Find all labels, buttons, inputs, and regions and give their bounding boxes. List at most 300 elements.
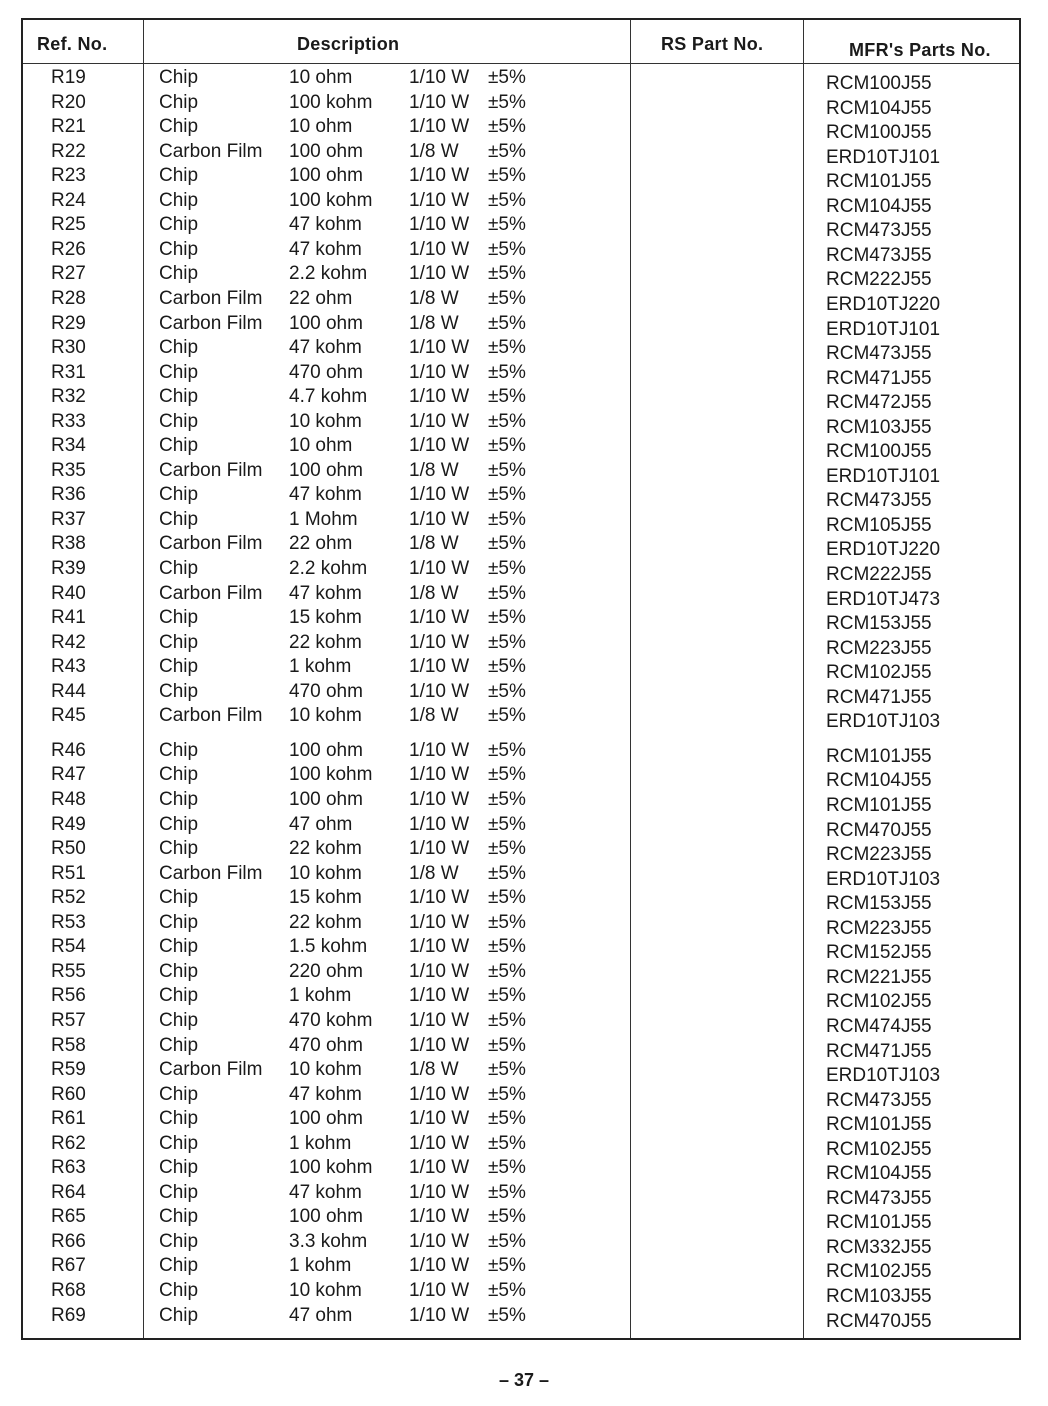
resistance-value: 100 kohm: [289, 1157, 373, 1179]
description-type: Carbon Film: [159, 140, 263, 162]
wattage: 1/10 W: [409, 1132, 470, 1154]
header-description: Description: [297, 34, 400, 54]
resistance-value: 10 kohm: [289, 1059, 362, 1080]
mfr-part-no: RCM104J55: [826, 1163, 932, 1185]
mfr-part-no: RCM223J55: [826, 917, 932, 939]
tolerance: ±5%: [488, 238, 526, 260]
mfr-part-no: ERD10TJ103: [826, 711, 941, 733]
ref-no: R35: [51, 459, 86, 481]
tolerance: ±5%: [488, 337, 526, 359]
mfr-part-no: ERD10TJ220: [826, 294, 941, 315]
table-row: [23, 862, 1019, 890]
tolerance: ±5%: [488, 705, 526, 727]
ref-no: R45: [51, 705, 86, 727]
wattage: 1/10 W: [409, 263, 470, 285]
table-row: [23, 459, 1019, 487]
tolerance: ±5%: [488, 985, 526, 1007]
tolerance: ±5%: [488, 1230, 526, 1252]
mfr-part-no: RCM105J55: [826, 514, 932, 536]
resistance-value: 1 kohm: [289, 1132, 352, 1154]
ref-no: R38: [51, 533, 86, 555]
tolerance: ±5%: [488, 656, 526, 678]
wattage: 1/10 W: [409, 67, 470, 88]
mfr-part-no: ERD10TJ473: [826, 588, 941, 610]
resistance-value: 470 ohm: [289, 361, 363, 383]
table-row: [23, 911, 1019, 939]
tolerance: ±5%: [488, 508, 526, 530]
ref-no: R47: [51, 764, 86, 786]
description-type: Chip: [159, 116, 199, 138]
wattage: 1/10 W: [409, 764, 470, 786]
description-type: Carbon Film: [159, 459, 263, 481]
mfr-part-no: RCM100J55: [826, 441, 932, 463]
ref-no: R28: [51, 288, 86, 309]
wattage: 1/10 W: [409, 631, 470, 653]
table-row: [23, 262, 1019, 291]
mfr-part-no: ERD10TJ103: [826, 868, 941, 890]
description-type: Chip: [159, 361, 199, 383]
table-row: [23, 960, 1019, 988]
description-type: Chip: [159, 1108, 199, 1130]
resistance-value: 10 kohm: [289, 705, 362, 727]
table-row: [23, 1034, 1019, 1062]
resistance-value: 100 ohm: [289, 1108, 363, 1130]
resistance-value: 4.7 kohm: [289, 386, 368, 408]
mfr-part-no: ERD10TJ101: [826, 318, 941, 340]
description-type: Chip: [159, 1255, 199, 1277]
table-row: [23, 655, 1019, 684]
mfr-part-no: ERD10TJ101: [826, 146, 941, 168]
table-row: [23, 1009, 1019, 1037]
resistance-value: 100 ohm: [289, 165, 363, 187]
ref-no: R23: [51, 165, 86, 187]
wattage: 1/10 W: [409, 1083, 470, 1105]
wattage: 1/10 W: [409, 911, 470, 933]
table-row: [23, 984, 1019, 1013]
tolerance: ±5%: [488, 558, 526, 579]
resistance-value: 3.3 kohm: [289, 1230, 368, 1252]
table-row: [23, 704, 1019, 733]
description-type: Chip: [159, 656, 199, 678]
mfr-part-no: RCM104J55: [826, 97, 932, 119]
description-type: Carbon Film: [159, 288, 263, 309]
tolerance: ±5%: [488, 459, 526, 481]
table-row: [23, 1083, 1019, 1111]
table-row: [23, 631, 1019, 659]
ref-no: R46: [51, 739, 86, 761]
wattage: 1/8 W: [409, 582, 459, 604]
wattage: 1/10 W: [409, 739, 470, 761]
wattage: 1/10 W: [409, 238, 470, 260]
header-mfr-parts-no: MFR's Parts No.: [849, 40, 991, 60]
resistance-value: 100 ohm: [289, 1206, 363, 1228]
table-row: [23, 164, 1019, 193]
tolerance: ±5%: [488, 386, 526, 408]
ref-no: R60: [51, 1083, 86, 1105]
resistance-value: 470 kohm: [289, 1009, 373, 1031]
wattage: 1/10 W: [409, 680, 470, 702]
resistance-value: 220 ohm: [289, 960, 363, 982]
parts-table: [21, 18, 1021, 1340]
ref-no: R25: [51, 214, 86, 236]
tolerance: ±5%: [488, 140, 526, 162]
mfr-part-no: RCM471J55: [826, 686, 932, 708]
table-row: [23, 66, 1019, 94]
ref-no: R24: [51, 189, 86, 211]
table-row: [23, 238, 1019, 266]
table-row: [23, 788, 1019, 816]
resistance-value: 1.5 kohm: [289, 936, 368, 958]
tolerance: ±5%: [488, 263, 526, 285]
table-row: [23, 140, 1019, 168]
table-row: [23, 361, 1019, 389]
wattage: 1/8 W: [409, 533, 459, 555]
mfr-part-no: RCM101J55: [826, 795, 932, 816]
wattage: 1/8 W: [409, 705, 459, 727]
ref-no: R63: [51, 1157, 86, 1179]
description-type: Chip: [159, 1181, 199, 1203]
wattage: 1/10 W: [409, 1009, 470, 1031]
table-row: [23, 336, 1019, 365]
ref-no: R34: [51, 435, 86, 457]
wattage: 1/10 W: [409, 1034, 470, 1056]
wattage: 1/10 W: [409, 189, 470, 211]
resistance-value: 22 ohm: [289, 533, 353, 555]
tolerance: ±5%: [488, 484, 526, 506]
description-type: Chip: [159, 1280, 199, 1301]
ref-no: R26: [51, 238, 86, 260]
table-row: [23, 739, 1019, 767]
header-divider: [23, 63, 1019, 64]
table-row: [23, 582, 1019, 610]
table-row: [23, 1132, 1019, 1160]
wattage: 1/8 W: [409, 459, 459, 481]
mfr-part-no: RCM474J55: [826, 1015, 932, 1037]
table-row: [23, 1205, 1019, 1234]
tolerance: ±5%: [488, 960, 526, 982]
resistance-value: 1 kohm: [289, 1255, 352, 1277]
resistance-value: 1 Mohm: [289, 508, 358, 530]
resistance-value: 47 kohm: [289, 1083, 362, 1105]
mfr-part-no: RCM102J55: [826, 662, 932, 684]
tolerance: ±5%: [488, 680, 526, 702]
resistance-value: 100 ohm: [289, 312, 363, 334]
tolerance: ±5%: [488, 1280, 526, 1301]
description-type: Chip: [159, 238, 199, 260]
wattage: 1/10 W: [409, 607, 470, 629]
resistance-value: 100 ohm: [289, 459, 363, 481]
ref-no: R52: [51, 887, 86, 909]
ref-no: R51: [51, 862, 86, 884]
ref-no: R29: [51, 312, 86, 334]
ref-no: R27: [51, 263, 86, 285]
wattage: 1/10 W: [409, 985, 470, 1007]
mfr-part-no: RCM332J55: [826, 1236, 932, 1258]
description-type: Carbon Film: [159, 582, 263, 604]
ref-no: R37: [51, 508, 86, 530]
tolerance: ±5%: [488, 764, 526, 786]
wattage: 1/8 W: [409, 140, 459, 162]
ref-no: R61: [51, 1108, 86, 1130]
ref-no: R56: [51, 985, 86, 1007]
table-row: [23, 1181, 1019, 1209]
mfr-part-no: RCM103J55: [826, 1286, 932, 1307]
mfr-part-no: RCM473J55: [826, 343, 932, 365]
ref-no: R55: [51, 960, 86, 982]
tolerance: ±5%: [488, 789, 526, 810]
description-type: Chip: [159, 911, 199, 933]
wattage: 1/10 W: [409, 1206, 470, 1228]
resistance-value: 10 ohm: [289, 116, 353, 138]
resistance-value: 1 kohm: [289, 985, 352, 1007]
ref-no: R69: [51, 1304, 86, 1326]
table-row: [23, 1230, 1019, 1258]
description-type: Chip: [159, 838, 199, 860]
description-type: Chip: [159, 764, 199, 786]
description-type: Chip: [159, 1009, 199, 1031]
description-type: Chip: [159, 91, 199, 113]
wattage: 1/8 W: [409, 1059, 459, 1080]
mfr-part-no: RCM101J55: [826, 1114, 932, 1136]
description-type: Chip: [159, 887, 199, 909]
tolerance: ±5%: [488, 1059, 526, 1080]
mfr-part-no: RCM104J55: [826, 195, 932, 217]
tolerance: ±5%: [488, 1034, 526, 1056]
resistance-value: 100 ohm: [289, 739, 363, 761]
mfr-part-no: RCM222J55: [826, 564, 932, 585]
description-type: Chip: [159, 1132, 199, 1154]
wattage: 1/10 W: [409, 1230, 470, 1252]
mfr-part-no: RCM101J55: [826, 1212, 932, 1234]
ref-no: R50: [51, 838, 86, 860]
table-row: [23, 1254, 1019, 1283]
table-row: [23, 410, 1019, 438]
wattage: 1/10 W: [409, 165, 470, 187]
tolerance: ±5%: [488, 1132, 526, 1154]
table-row: [23, 115, 1019, 144]
tolerance: ±5%: [488, 214, 526, 236]
table-row: [23, 213, 1019, 242]
wattage: 1/10 W: [409, 656, 470, 678]
ref-no: R64: [51, 1181, 86, 1203]
wattage: 1/10 W: [409, 838, 470, 860]
tolerance: ±5%: [488, 936, 526, 958]
mfr-part-no: RCM473J55: [826, 220, 932, 242]
ref-no: R20: [51, 91, 86, 113]
mfr-part-no: RCM473J55: [826, 244, 932, 266]
description-type: Chip: [159, 386, 199, 408]
mfr-part-no: RCM153J55: [826, 613, 932, 635]
resistance-value: 10 ohm: [289, 67, 353, 88]
ref-no: R59: [51, 1059, 86, 1080]
ref-no: R54: [51, 936, 86, 958]
mfr-part-no: RCM103J55: [826, 416, 932, 438]
ref-no: R67: [51, 1255, 86, 1277]
description-type: Chip: [159, 1206, 199, 1228]
description-type: Chip: [159, 337, 199, 359]
page-number: – 37 –: [498, 1370, 550, 1390]
tolerance: ±5%: [488, 1255, 526, 1277]
tolerance: ±5%: [488, 288, 526, 309]
wattage: 1/10 W: [409, 1108, 470, 1130]
tolerance: ±5%: [488, 533, 526, 555]
table-row: [23, 508, 1019, 536]
description-type: Chip: [159, 985, 199, 1007]
description-type: Chip: [159, 558, 199, 579]
ref-no: R65: [51, 1206, 86, 1228]
mfr-part-no: RCM100J55: [826, 122, 932, 144]
description-type: Chip: [159, 67, 199, 88]
tolerance: ±5%: [488, 862, 526, 884]
wattage: 1/10 W: [409, 508, 470, 530]
wattage: 1/10 W: [409, 91, 470, 113]
tolerance: ±5%: [488, 582, 526, 604]
header-ref-no: Ref. No.: [37, 34, 108, 54]
ref-no: R48: [51, 789, 86, 810]
mfr-part-no: RCM222J55: [826, 269, 932, 291]
tolerance: ±5%: [488, 631, 526, 653]
ref-no: R39: [51, 558, 86, 579]
description-type: Chip: [159, 739, 199, 761]
wattage: 1/8 W: [409, 862, 459, 884]
tolerance: ±5%: [488, 410, 526, 432]
table-row: [23, 1107, 1019, 1136]
description-type: Chip: [159, 1083, 199, 1105]
tolerance: ±5%: [488, 607, 526, 629]
ref-no: R49: [51, 813, 86, 835]
description-type: Chip: [159, 1304, 199, 1326]
tolerance: ±5%: [488, 1181, 526, 1203]
table-row: [23, 837, 1019, 866]
table-row: [23, 813, 1019, 841]
wattage: 1/10 W: [409, 386, 470, 408]
ref-no: R40: [51, 582, 86, 604]
description-type: Chip: [159, 936, 199, 958]
resistance-value: 15 kohm: [289, 607, 362, 629]
resistance-value: 1 kohm: [289, 656, 352, 678]
description-type: Chip: [159, 1034, 199, 1056]
ref-no: R42: [51, 631, 86, 653]
description-type: Chip: [159, 960, 199, 982]
tolerance: ±5%: [488, 887, 526, 909]
wattage: 1/10 W: [409, 116, 470, 138]
tolerance: ±5%: [488, 91, 526, 113]
mfr-part-no: RCM473J55: [826, 490, 932, 512]
description-type: Carbon Film: [159, 705, 263, 727]
wattage: 1/10 W: [409, 1280, 470, 1301]
resistance-value: 2.2 kohm: [289, 558, 368, 579]
mfr-part-no: ERD10TJ101: [826, 465, 941, 487]
tolerance: ±5%: [488, 116, 526, 138]
description-type: Carbon Film: [159, 312, 263, 334]
table-row: [23, 935, 1019, 964]
resistance-value: 22 kohm: [289, 911, 362, 933]
ref-no: R36: [51, 484, 86, 506]
table-row: [23, 1058, 1019, 1086]
table-row: [23, 1156, 1019, 1185]
tolerance: ±5%: [488, 838, 526, 860]
description-type: Chip: [159, 631, 199, 653]
tolerance: ±5%: [488, 1304, 526, 1326]
tolerance: ±5%: [488, 165, 526, 187]
table-row: [23, 532, 1019, 561]
wattage: 1/10 W: [409, 1304, 470, 1326]
ref-no: R68: [51, 1280, 86, 1301]
description-type: Chip: [159, 1157, 199, 1179]
description-type: Carbon Film: [159, 533, 263, 555]
mfr-part-no: RCM471J55: [826, 1040, 932, 1062]
resistance-value: 15 kohm: [289, 887, 362, 909]
wattage: 1/10 W: [409, 337, 470, 359]
description-type: Chip: [159, 410, 199, 432]
tolerance: ±5%: [488, 911, 526, 933]
tolerance: ±5%: [488, 361, 526, 383]
mfr-part-no: RCM102J55: [826, 991, 932, 1013]
tolerance: ±5%: [488, 189, 526, 211]
table-row: [23, 434, 1019, 463]
ref-no: R30: [51, 337, 86, 359]
wattage: 1/10 W: [409, 214, 470, 236]
table-row: [23, 91, 1019, 119]
wattage: 1/10 W: [409, 1255, 470, 1277]
tolerance: ±5%: [488, 435, 526, 457]
tolerance: ±5%: [488, 1157, 526, 1179]
mfr-part-no: RCM221J55: [826, 966, 932, 988]
resistance-value: 47 ohm: [289, 813, 353, 835]
mfr-part-no: RCM102J55: [826, 1261, 932, 1283]
description-type: Carbon Film: [159, 862, 263, 884]
wattage: 1/10 W: [409, 813, 470, 835]
resistance-value: 47 kohm: [289, 1181, 362, 1203]
description-type: Chip: [159, 607, 199, 629]
ref-no: R66: [51, 1230, 86, 1252]
resistance-value: 100 ohm: [289, 140, 363, 162]
resistance-value: 22 kohm: [289, 838, 362, 860]
description-type: Chip: [159, 165, 199, 187]
mfr-part-no: RCM470J55: [826, 1310, 932, 1332]
mfr-part-no: RCM223J55: [826, 637, 932, 659]
description-type: Chip: [159, 813, 199, 835]
resistance-value: 10 ohm: [289, 435, 353, 457]
mfr-part-no: RCM153J55: [826, 893, 932, 915]
tolerance: ±5%: [488, 1083, 526, 1105]
ref-no: R53: [51, 911, 86, 933]
mfr-part-no: RCM473J55: [826, 1089, 932, 1111]
mfr-part-no: RCM101J55: [826, 745, 932, 767]
mfr-part-no: RCM470J55: [826, 819, 932, 841]
table-row: [23, 886, 1019, 915]
resistance-value: 100 kohm: [289, 91, 373, 113]
description-type: Chip: [159, 508, 199, 530]
resistance-value: 100 kohm: [289, 764, 373, 786]
tolerance: ±5%: [488, 67, 526, 88]
wattage: 1/10 W: [409, 1157, 470, 1179]
table-row: [23, 680, 1019, 708]
mfr-part-no: RCM102J55: [826, 1138, 932, 1160]
resistance-value: 22 kohm: [289, 631, 362, 653]
table-row: [23, 763, 1019, 792]
tolerance: ±5%: [488, 312, 526, 334]
table-row: [23, 1279, 1019, 1307]
table-row: [23, 312, 1019, 340]
table-row: [23, 483, 1019, 512]
wattage: 1/10 W: [409, 484, 470, 506]
description-type: Chip: [159, 1230, 199, 1252]
description-type: Chip: [159, 789, 199, 810]
wattage: 1/10 W: [409, 1181, 470, 1203]
resistance-value: 100 ohm: [289, 789, 363, 810]
table-row: [23, 1304, 1019, 1332]
